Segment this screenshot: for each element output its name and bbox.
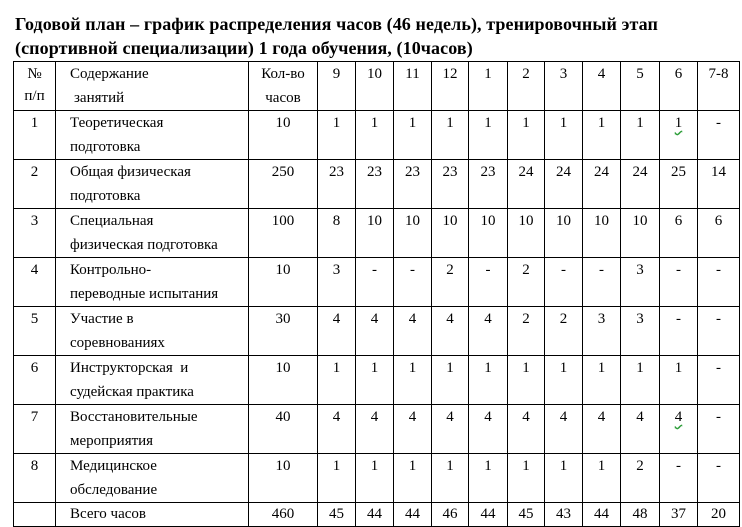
row-number: 8 [14,454,56,503]
row-month-value: - [583,258,621,307]
row-month-value: - [698,307,740,356]
title-line-1: Годовой план – график распределения часов (46 недель), тренировочный этап [15,14,658,34]
row-month-value: 1 [508,111,545,160]
row-activity-name: Специальная физическая подготовка [56,209,249,258]
row-month-value: 6 [698,209,740,258]
header-month: 10 [356,62,394,111]
row-month-value: - [545,258,583,307]
row-month-value: - [394,258,432,307]
row-hours: 10 [249,111,318,160]
row-activity-name: Общая физическая подготовка [56,160,249,209]
row-month-value: 8 [318,209,356,258]
row-month-value: 23 [318,160,356,209]
row-month-value: 1 [583,454,621,503]
header-hours: Кол-во часов [249,62,318,111]
total-month-value: 48 [621,503,660,527]
row-month-value: - [698,454,740,503]
row-month-value: 3 [583,307,621,356]
header-month: 9 [318,62,356,111]
table-row [14,356,740,405]
row-month-value: 4 [432,405,469,454]
row-number: 2 [14,160,56,209]
table-row [14,405,740,454]
row-month-value: 1 [318,356,356,405]
table-row [14,454,740,503]
row-month-value: 1 [583,356,621,405]
row-month-value: 10 [356,209,394,258]
row-month-value: - [660,258,698,307]
header-month: 4 [583,62,621,111]
header-content: Содержание занятий [56,62,249,111]
row-month-value: 4 [394,307,432,356]
row-month-value: 25 [660,160,698,209]
header-month: 1 [469,62,508,111]
row-month-value: 2 [545,307,583,356]
row-month-value: - [469,258,508,307]
row-month-value: 24 [545,160,583,209]
row-month-value: 1 [508,454,545,503]
row-month-value: 10 [621,209,660,258]
row-activity-name: Участие в соревнованиях [56,307,249,356]
row-month-value: 1 [356,356,394,405]
row-month-value: 3 [621,258,660,307]
row-month-value: 1 [356,111,394,160]
total-month-value: 43 [545,503,583,527]
row-month-value: 1 [469,356,508,405]
header-num: № п/п [14,62,56,111]
header-month: 11 [394,62,432,111]
table-row [14,307,740,356]
row-month-value: 1 [432,111,469,160]
row-month-value: 1 [469,111,508,160]
total-label: Всего часов [56,503,249,527]
table-row [14,209,740,258]
row-number: 6 [14,356,56,405]
header-month: 5 [621,62,660,111]
row-month-value: 4 [545,405,583,454]
row-month-value: 4 [318,405,356,454]
row-activity-name: Инструкторская и судейская практика [56,356,249,405]
row-month-value: 23 [394,160,432,209]
header-month: 3 [545,62,583,111]
row-activity-name: Теоретическая подготовка [56,111,249,160]
row-month-value: 4 [469,405,508,454]
table-header-row [14,62,740,111]
annual-plan-table [13,61,740,527]
row-month-value: 1 [545,454,583,503]
total-month-value: 45 [318,503,356,527]
row-month-value: 1 [545,111,583,160]
row-month-value: 14 [698,160,740,209]
row-hours: 100 [249,209,318,258]
row-month-value: 24 [583,160,621,209]
row-month-value: 1 [394,356,432,405]
row-number: 1 [14,111,56,160]
row-month-value: 23 [469,160,508,209]
row-month-value: - [698,258,740,307]
row-month-value: 1 [660,111,698,160]
header-month: 6 [660,62,698,111]
row-month-value: 4 [432,307,469,356]
row-month-value: 4 [356,405,394,454]
row-month-value: 10 [394,209,432,258]
row-month-value: 4 [508,405,545,454]
row-month-value: 1 [583,111,621,160]
row-month-value: 1 [432,454,469,503]
row-month-value: 23 [432,160,469,209]
row-hours: 40 [249,405,318,454]
total-month-value: 44 [583,503,621,527]
row-month-value: 4 [660,405,698,454]
total-month-value: 37 [660,503,698,527]
row-month-value: 10 [508,209,545,258]
document-title [15,12,740,60]
row-month-value: 1 [432,356,469,405]
row-month-value: 2 [432,258,469,307]
row-month-value: 3 [621,307,660,356]
header-month: 12 [432,62,469,111]
row-month-value: 1 [621,111,660,160]
row-month-value: 1 [356,454,394,503]
row-hours: 30 [249,307,318,356]
row-month-value: 4 [583,405,621,454]
row-month-value: 1 [545,356,583,405]
title-line-2: (спортивной специализации) 1 года обучения, (10часов) [15,38,473,58]
row-month-value: - [698,405,740,454]
row-month-value: 1 [318,454,356,503]
total-month-value: 20 [698,503,740,527]
table-row [14,258,740,307]
row-month-value: 1 [660,356,698,405]
row-number: 4 [14,258,56,307]
row-month-value: 4 [394,405,432,454]
table-row [14,111,740,160]
row-number: 3 [14,209,56,258]
row-activity-name: Медицинское обследование [56,454,249,503]
row-month-value: 1 [508,356,545,405]
row-month-value: 3 [318,258,356,307]
row-month-value: 4 [469,307,508,356]
row-month-value: - [698,356,740,405]
row-month-value: 1 [469,454,508,503]
row-month-value: - [698,111,740,160]
total-month-value: 45 [508,503,545,527]
row-month-value: 1 [394,454,432,503]
total-month-value: 44 [356,503,394,527]
row-month-value: 10 [545,209,583,258]
header-month: 2 [508,62,545,111]
row-hours: 250 [249,160,318,209]
row-number: 7 [14,405,56,454]
row-month-value: 2 [508,307,545,356]
header-month: 7-8 [698,62,740,111]
row-activity-name: Контрольно- переводные испытания [56,258,249,307]
total-month-value: 44 [394,503,432,527]
row-month-value: 4 [621,405,660,454]
row-month-value: 23 [356,160,394,209]
row-activity-name: Восстановительные мероприятия [56,405,249,454]
row-number: 5 [14,307,56,356]
row-month-value: - [356,258,394,307]
row-hours: 10 [249,356,318,405]
row-month-value: 4 [356,307,394,356]
row-month-value: 10 [583,209,621,258]
total-hours: 460 [249,503,318,527]
row-month-value: - [660,454,698,503]
total-month-value: 44 [469,503,508,527]
row-month-value: 6 [660,209,698,258]
total-month-value: 46 [432,503,469,527]
row-month-value: 10 [469,209,508,258]
row-month-value: 2 [621,454,660,503]
row-hours: 10 [249,454,318,503]
row-month-value: 24 [508,160,545,209]
row-month-value: 1 [318,111,356,160]
row-month-value: 10 [432,209,469,258]
table-row [14,160,740,209]
row-month-value: 24 [621,160,660,209]
row-month-value: 2 [508,258,545,307]
row-month-value: 1 [394,111,432,160]
row-hours: 10 [249,258,318,307]
row-month-value: - [660,307,698,356]
row-month-value: 4 [318,307,356,356]
row-month-value: 1 [621,356,660,405]
